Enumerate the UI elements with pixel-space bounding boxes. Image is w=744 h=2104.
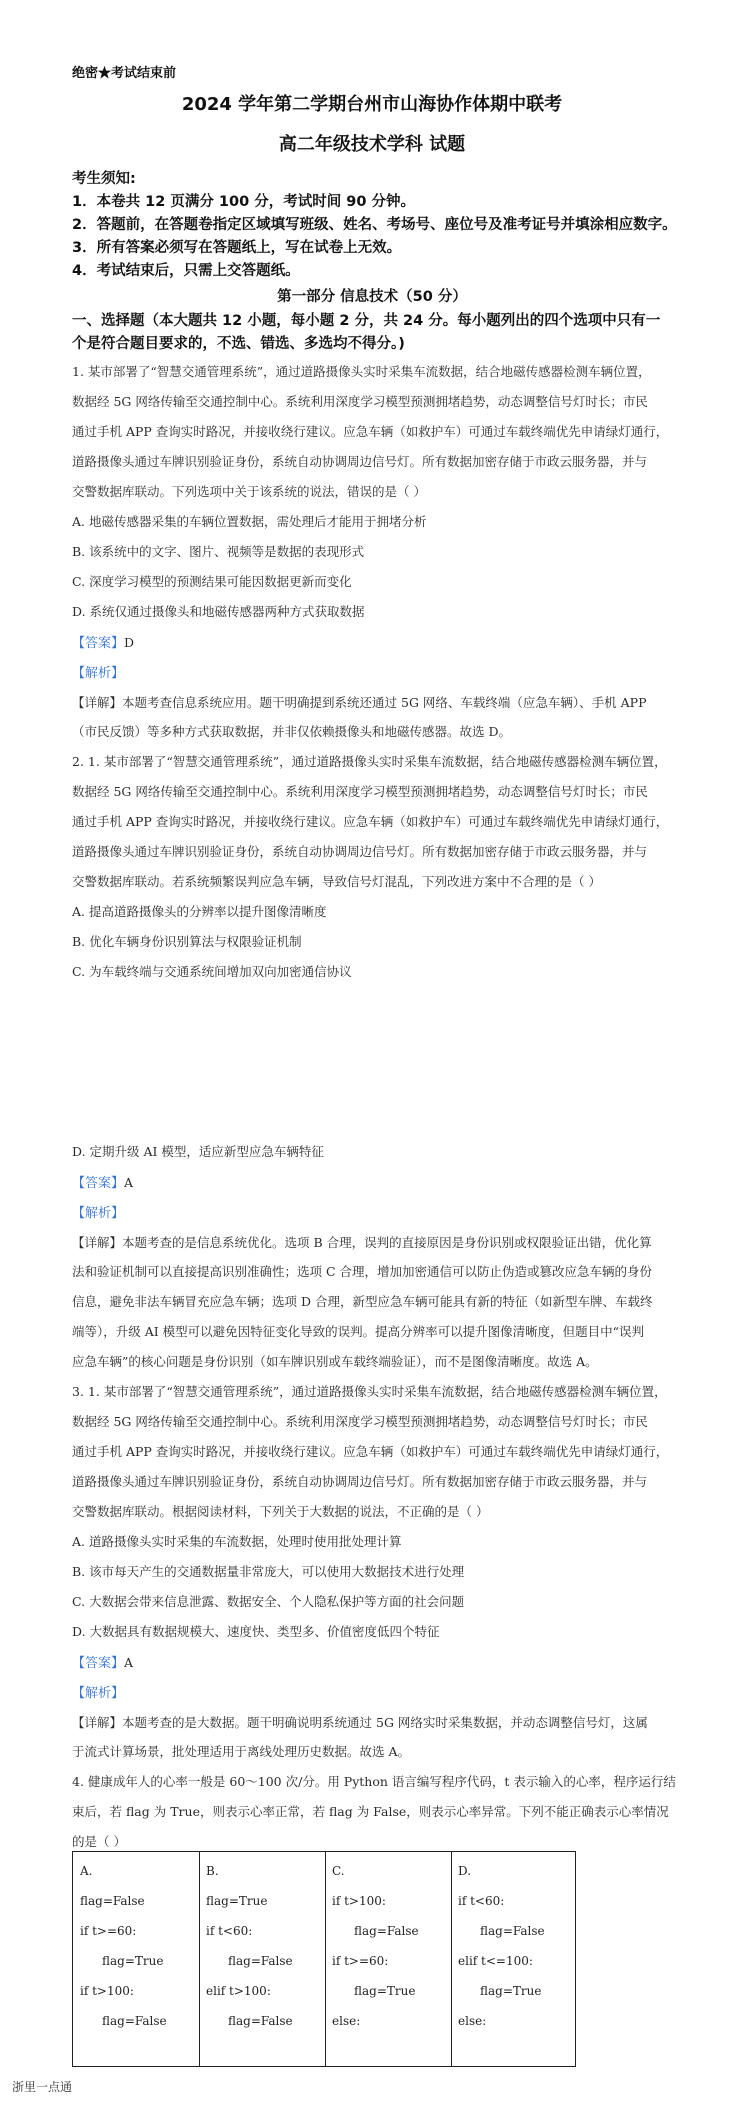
answer-label: 【答案】	[72, 1656, 125, 1671]
q4-option-c-code: flag=False	[354, 1924, 419, 1938]
answer-value: A	[124, 1655, 134, 1670]
answer-label: 【答案】	[72, 636, 125, 651]
detail-text: 本题考查信息系统应用。题干明确提到系统还通过 5G 网络、车载终端（应急车辆）、手机 APP	[122, 695, 647, 710]
detail-label: 【详解】	[72, 1235, 123, 1250]
q4-option-a-code: flag=False	[80, 1894, 145, 1908]
q4-stem: 4. 健康成年人的心率一般是 60～100 次/分。用 Python 语言编写程序代码，t 表示输入的心率，程序运行结	[72, 1774, 676, 1789]
q2-detail	[72, 1232, 652, 1251]
detail-text: 本题考查的是大数据。题干明确说明系统通过 5G 网络实时采集数据，并动态调整信号灯，这属	[122, 1715, 648, 1730]
q1-option-d: D. 系统仅通过摄像头和地磁传感器两种方式获取数据	[72, 604, 365, 619]
q2-stem-text: 1. 某市部署了“智慧交通管理系统”，通过道路摄像头实时采集车流数据，结合地磁传感器检测车辆位置，	[87, 754, 667, 769]
q4-option-d-label: D.	[458, 1864, 472, 1878]
q2-option-c: C. 为车载终端与交通系统间增加双向加密通信协议	[72, 964, 352, 979]
q1-detail-cont: （市民反馈）等多种方式获取数据，并非仅依赖摄像头和地磁传感器。故选 D。	[72, 724, 511, 739]
q1-answer	[72, 632, 134, 651]
q4-option-c-code: flag=True	[354, 1984, 416, 1998]
q2-option-b: B. 优化车辆身份识别算法与权限验证机制	[72, 934, 302, 949]
table-divider	[199, 1852, 200, 2066]
q2-number: 2.	[72, 754, 84, 769]
q4-stem: 的是（ ）	[72, 1834, 126, 1849]
q4-option-c-code: if t>=60:	[332, 1954, 389, 1968]
q3-stem: 通过手机 APP 查询实时路况，并接收绕行建议。应急车辆（如救护车）可通过车载终端优先申请绿灯通行，	[72, 1444, 669, 1459]
q3-analysis-label: 【解析】	[72, 1686, 125, 1701]
q2-stem: 道路摄像头通过车牌识别验证身份，系统自动协调周边信号灯。所有数据加密存储于市政云服务器，并与	[72, 844, 648, 859]
q1-option-a: A. 地磁传感器采集的车辆位置数据，需处理后才能用于拥堵分析	[72, 514, 427, 529]
q4-option-b-code: if t<60:	[206, 1924, 253, 1938]
q2-analysis-label: 【解析】	[72, 1206, 125, 1221]
q2-answer	[72, 1172, 133, 1191]
q1-option-c: C. 深度学习模型的预测结果可能因数据更新而变化	[72, 574, 352, 589]
q4-option-b-code: flag=False	[228, 2014, 293, 2028]
q1-detail	[72, 692, 646, 711]
q2-detail-cont: 法和验证机制可以直接提高识别准确性；选项 C 合理，增加加密通信可以防止伪造或篡改应急车辆的身份	[72, 1264, 653, 1279]
q3-option-c: C. 大数据会带来信息泄露、数据安全、个人隐私保护等方面的社会问题	[72, 1594, 465, 1609]
q3-stem: 数据经 5G 网络传输至交通控制中心。系统利用深度学习模型预测拥堵趋势，动态调整信号灯时长；市民	[72, 1414, 648, 1429]
q2-option-a: A. 提高道路摄像头的分辨率以提升图像清晰度	[72, 904, 327, 919]
q2-stem: 数据经 5G 网络传输至交通控制中心。系统利用深度学习模型预测拥堵趋势，动态调整信号灯时长；市民	[72, 784, 648, 799]
q3-stem	[72, 1382, 667, 1400]
notice-item: 2．答题前，在答题卷指定区域填写班级、姓名、考场号、座位号及准考证号并填涂相应数字。	[72, 217, 677, 233]
q4-option-a-label: A.	[80, 1864, 93, 1878]
answer-label: 【答案】	[72, 1176, 125, 1191]
part-title: 第一部分 信息技术（50 分）	[277, 289, 467, 305]
q4-option-d-code: if t<60:	[458, 1894, 505, 1908]
q4-option-d-code: else:	[458, 2014, 487, 2028]
q2-detail-cont: 应急车辆”的核心问题是身份识别（如车牌识别或车载终端验证），而不是图像清晰度。故选 A。	[72, 1354, 598, 1369]
q4-option-b-code: elif t>100:	[206, 1984, 271, 1998]
notice-item: 3．所有答案必须写在答题纸上，写在试卷上无效。	[72, 240, 402, 256]
q4-option-c-code: else:	[332, 2014, 361, 2028]
section-instruction: 个是符合题目要求的，不选、错选、多选均不得分。)	[72, 336, 405, 352]
answer-value: A	[124, 1175, 134, 1190]
q4-option-a-code: if t>=60:	[80, 1924, 137, 1938]
q3-answer	[72, 1652, 133, 1671]
q1-stem: 通过手机 APP 查询实时路况，并接收绕行建议。应急车辆（如救护车）可通过车载终端优先申请绿灯通行，	[72, 424, 669, 439]
q4-option-d-code: elif t<=100:	[458, 1954, 533, 1968]
q1-analysis-label: 【解析】	[72, 666, 125, 681]
q3-stem-text: 1. 某市部署了“智慧交通管理系统”，通过道路摄像头实时采集车流数据，结合地磁传感器检测车辆位置，	[87, 1384, 667, 1399]
exam-title: 2024 学年第二学期台州市山海协作体期中联考	[181, 94, 563, 115]
q4-option-c-label: C.	[332, 1864, 345, 1878]
notice-item: 1．本卷共 12 页满分 100 分，考试时间 90 分钟。	[72, 194, 415, 210]
q3-option-b: B. 该市每天产生的交通数据量非常庞大，可以使用大数据技术进行处理	[72, 1564, 465, 1579]
table-divider	[325, 1852, 326, 2066]
q2-stem: 通过手机 APP 查询实时路况，并接收绕行建议。应急车辆（如救护车）可通过车载终端优先申请绿灯通行，	[72, 814, 669, 829]
q3-stem: 道路摄像头通过车牌识别验证身份，系统自动协调周边信号灯。所有数据加密存储于市政云服务器，并与	[72, 1474, 648, 1489]
q2-stem: 交警数据库联动。若系统频繁误判应急车辆，导致信号灯混乱，下列改进方案中不合理的是（ ）	[72, 874, 601, 889]
q4-options-table	[72, 1851, 576, 2067]
detail-label: 【详解】	[72, 1715, 123, 1730]
answer-value: D	[124, 635, 135, 650]
q1-stem: 数据经 5G 网络传输至交通控制中心。系统利用深度学习模型预测拥堵趋势，动态调整信号灯时长；市民	[72, 394, 648, 409]
q4-option-a-code: flag=True	[102, 1954, 164, 1968]
q3-detail-cont: 于流式计算场景，批处理适用于离线处理历史数据。故选 A。	[72, 1744, 411, 1759]
footer-source: 浙里一点通	[12, 2080, 73, 2094]
q1-stem: 1. 某市部署了“智慧交通管理系统”，通过道路摄像头实时采集车流数据，结合地磁传感器检测车辆位置，	[72, 364, 651, 379]
q3-stem: 交警数据库联动。根据阅读材料，下列关于大数据的说法，不正确的是（ ）	[72, 1504, 489, 1519]
q1-option-b: B. 该系统中的文字、图片、视频等是数据的表现形式	[72, 544, 365, 559]
detail-text: 本题考查的是信息系统优化。选项 B 合理，误判的直接原因是身份识别或权限验证出错，优化算	[122, 1235, 652, 1250]
q4-option-d-code: flag=False	[480, 1924, 545, 1938]
section-instruction: 一、选择题（本大题共 12 小题，每小题 2 分，共 24 分。每小题列出的四个选项中只有一	[72, 313, 661, 329]
q3-detail	[72, 1712, 648, 1731]
q2-option-d: D. 定期升级 AI 模型，适应新型应急车辆特征	[72, 1144, 324, 1159]
q3-option-a: A. 道路摄像头实时采集的车流数据，处理时使用批处理计算	[72, 1534, 402, 1549]
detail-label: 【详解】	[72, 695, 123, 710]
q3-option-d: D. 大数据具有数据规模大、速度快、类型多、价值密度低四个特征	[72, 1624, 440, 1639]
q4-option-b-label: B.	[206, 1864, 219, 1878]
q4-option-b-code: flag=False	[228, 1954, 293, 1968]
q4-option-a-code: if t>100:	[80, 1984, 134, 1998]
table-divider	[451, 1852, 452, 2066]
q3-number: 3.	[72, 1384, 84, 1399]
q2-stem	[72, 752, 667, 770]
notice-heading: 考生须知:	[72, 171, 136, 187]
q4-option-d-code: flag=True	[480, 1984, 542, 1998]
q4-option-a-code: flag=False	[102, 2014, 167, 2028]
exam-subtitle: 高二年级技术学科 试题	[278, 134, 466, 155]
q1-stem: 交警数据库联动。下列选项中关于该系统的说法，错误的是（ ）	[72, 484, 426, 499]
q4-option-c-code: if t>100:	[332, 1894, 386, 1908]
q4-stem: 束后，若 flag 为 True，则表示心率正常，若 flag 为 False，则表示心率异常。下列不能正确表示心率情况	[72, 1804, 669, 1819]
q1-stem: 道路摄像头通过车牌识别验证身份，系统自动协调周边信号灯。所有数据加密存储于市政云服务器，并与	[72, 454, 648, 469]
notice-item: 4．考试结束后，只需上交答题纸。	[72, 263, 300, 279]
q4-option-b-code: flag=True	[206, 1894, 268, 1908]
q2-detail-cont: 端等），升级 AI 模型可以避免因特征变化导致的误判。提高分辨率可以提升图像清晰度，但题目中“误判	[72, 1324, 645, 1339]
q2-detail-cont: 信息，避免非法车辆冒充应急车辆；选项 D 合理，新型应急车辆可能具有新的特征（如新型车牌、车载终	[72, 1294, 653, 1309]
confidential-mark: 绝密★考试结束前	[72, 66, 177, 81]
